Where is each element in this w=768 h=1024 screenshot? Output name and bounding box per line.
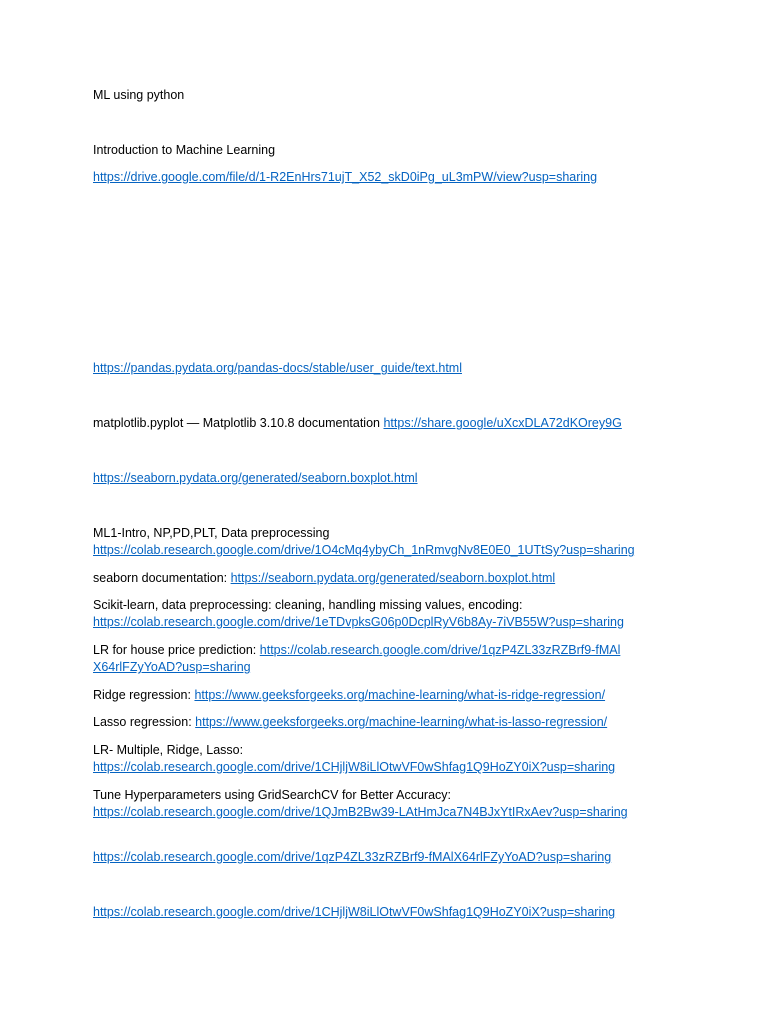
matplotlib-label: matplotlib.pyplot — Matplotlib 3.10.8 documentation (93, 416, 380, 430)
matplotlib-paragraph (93, 415, 622, 432)
sklearn-link[interactable]: https://colab.research.google.com/drive/1eTDvpksG06p0DcplRyV6b8Ay-7iVB55W?usp=sharing (93, 615, 624, 629)
lasso-label: Lasso regression: (93, 715, 192, 729)
intro-heading: Introduction to Machine Learning (93, 143, 276, 157)
ml1-label: ML1-Intro, NP,PD,PLT, Data preprocessing (93, 526, 330, 540)
intro-link-paragraph (93, 169, 597, 186)
sklearn-paragraph (93, 597, 683, 631)
tune-link[interactable]: https://colab.research.google.com/drive/1QJmB2Bw39-LAtHmJca7N4BJxYtIRxAev?usp=sharing (93, 805, 628, 819)
lr-house-link[interactable]: https://colab.research.google.com/drive/1qzP4ZL33zRZBrf9-fMAlX64rlFZyYoAD?usp=sharing (93, 643, 621, 674)
seaborn-link-2[interactable]: https://seaborn.pydata.org/generated/seaborn.boxplot.html (230, 571, 556, 585)
tune-paragraph (93, 787, 683, 821)
seaborn-link-1[interactable]: https://seaborn.pydata.org/generated/seaborn.boxplot.html (93, 471, 418, 485)
tune-label: Tune Hyperparameters using GridSearchCV for Better Accuracy: (93, 788, 452, 802)
document-title: ML using python (93, 88, 185, 102)
intro-link[interactable]: https://drive.google.com/file/d/1-R2EnHrs71ujT_X52_skD0iPg_uL3mPW/view?usp=sharing (93, 170, 598, 184)
ml1-paragraph (93, 525, 683, 559)
pandas-link[interactable]: https://pandas.pydata.org/pandas-docs/stable/user_guide/text.html (93, 361, 462, 375)
ridge-link[interactable]: https://www.geeksforgeeks.org/machine-learning/what-is-ridge-regression/ (194, 688, 606, 702)
lasso-paragraph (93, 714, 607, 731)
extra-link-paragraph-1 (93, 849, 611, 866)
lasso-link[interactable]: https://www.geeksforgeeks.org/machine-learning/what-is-lasso-regression/ (195, 715, 608, 729)
ridge-label: Ridge regression: (93, 688, 191, 702)
ridge-paragraph (93, 687, 605, 704)
seaborn-link-paragraph (93, 470, 418, 487)
extra-link-paragraph-2 (93, 904, 615, 921)
lr-house-label: LR for house price prediction: (93, 643, 257, 657)
seaborn-doc-label: seaborn documentation: (93, 571, 228, 585)
ml1-link[interactable]: https://colab.research.google.com/drive/1O4cMq4ybyCh_1nRmvgNv8E0E0_1UTtSy?usp=sharing (93, 543, 635, 557)
sklearn-label: Scikit-learn, data preprocessing: cleaning, handling missing values, encoding: (93, 598, 523, 612)
matplotlib-link[interactable]: https://share.google/uXcxDLA72dKOrey9G (383, 416, 622, 430)
lr-multi-link[interactable]: https://colab.research.google.com/drive/1CHjljW8iLlOtwVF0wShfag1Q9HoZY0iX?usp=sharing (93, 760, 616, 774)
extra-link-2[interactable]: https://colab.research.google.com/drive/1CHjljW8iLlOtwVF0wShfag1Q9HoZY0iX?usp=sharing (93, 905, 616, 919)
lr-multi-paragraph (93, 742, 683, 776)
lr-house-paragraph (93, 642, 623, 676)
seaborn-doc-paragraph (93, 570, 555, 587)
lr-multi-label: LR- Multiple, Ridge, Lasso: (93, 743, 244, 757)
pandas-link-paragraph (93, 360, 462, 377)
extra-link-1[interactable]: https://colab.research.google.com/drive/1qzP4ZL33zRZBrf9-fMAlX64rlFZyYoAD?usp=sharing (93, 850, 612, 864)
